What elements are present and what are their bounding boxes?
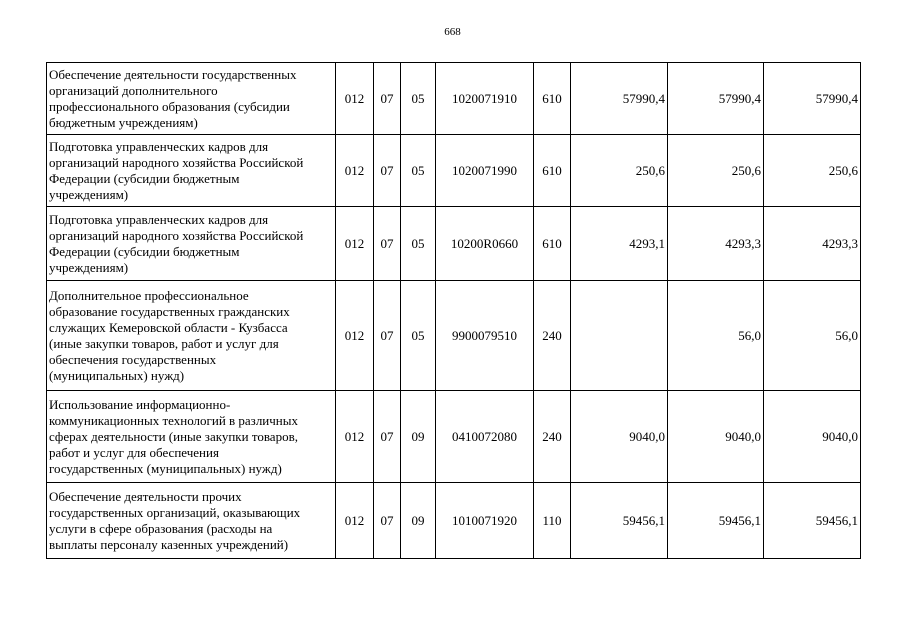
table-row: [47, 483, 861, 559]
expense-type-code: 240: [534, 281, 571, 391]
description-line: Обеспечение деятельности прочих: [49, 488, 242, 504]
description-line: Подготовка управленческих кадров для: [49, 211, 269, 227]
subsection-code: 09: [401, 483, 436, 559]
expense-type-code: 110: [534, 483, 571, 559]
expense-description: [47, 483, 336, 559]
budget-table: [46, 62, 861, 559]
expense-type-code: 610: [534, 207, 571, 281]
description-line: обеспечения государственных: [49, 351, 217, 367]
table-row: [47, 281, 861, 391]
amount-year-1: 59456,1: [571, 483, 668, 559]
subsection-code: 05: [401, 207, 436, 281]
description-line: организаций дополнительного: [49, 82, 218, 98]
description-line: бюджетным учреждениям): [49, 114, 198, 130]
ministry-code: 012: [336, 63, 374, 135]
description-line: организаций народного хозяйства Российской: [49, 154, 304, 170]
expense-type-code: 610: [534, 135, 571, 207]
amount-year-1: 57990,4: [571, 63, 668, 135]
target-article-code: 10200R0660: [436, 207, 534, 281]
section-code: 07: [374, 207, 401, 281]
description-line: Подготовка управленческих кадров для: [49, 138, 269, 154]
description-line: Федерации (субсидии бюджетным: [49, 243, 240, 259]
amount-year-2: 59456,1: [668, 483, 764, 559]
description-line: профессионального образования (субсидии: [49, 98, 290, 114]
target-article-code: 1010071920: [436, 483, 534, 559]
ministry-code: 012: [336, 391, 374, 483]
subsection-code: 05: [401, 63, 436, 135]
amount-year-3: 57990,4: [764, 63, 861, 135]
subsection-code: 05: [401, 281, 436, 391]
expense-description: [47, 391, 336, 483]
table-body: [47, 63, 861, 559]
description-line: служащих Кемеровской области - Кузбасса: [49, 319, 288, 335]
section-code: 07: [374, 135, 401, 207]
description-line: работ и услуг для обеспечения: [49, 444, 219, 460]
description-line: образование государственных гражданских: [49, 303, 290, 319]
expense-description: [47, 135, 336, 207]
description-line: (иные закупки товаров, работ и услуг для: [49, 335, 279, 351]
expense-type-code: 240: [534, 391, 571, 483]
description-line: Использование информационно-: [49, 396, 231, 412]
description-line: организаций народного хозяйства Российской: [49, 227, 304, 243]
ministry-code: 012: [336, 281, 374, 391]
section-code: 07: [374, 281, 401, 391]
amount-year-3: 4293,3: [764, 207, 861, 281]
expense-description: [47, 281, 336, 391]
description-line: государственных организаций, оказывающих: [49, 504, 301, 520]
table-row: [47, 63, 861, 135]
target-article-code: 0410072080: [436, 391, 534, 483]
description-line: (муниципальных) нужд): [49, 367, 185, 383]
table-row: [47, 135, 861, 207]
description-line: Обеспечение деятельности государственных: [49, 66, 297, 82]
description-line: сферах деятельности (иные закупки товаров,: [49, 428, 298, 444]
target-article-code: 1020071990: [436, 135, 534, 207]
section-code: 07: [374, 483, 401, 559]
ministry-code: 012: [336, 135, 374, 207]
section-code: 07: [374, 391, 401, 483]
target-article-code: 1020071910: [436, 63, 534, 135]
amount-year-3: 56,0: [764, 281, 861, 391]
amount-year-2: 4293,3: [668, 207, 764, 281]
description-line: Дополнительное профессиональное: [49, 287, 249, 303]
subsection-code: 09: [401, 391, 436, 483]
table-row: [47, 207, 861, 281]
amount-year-1: [571, 281, 668, 391]
amount-year-1: 9040,0: [571, 391, 668, 483]
target-article-code: 9900079510: [436, 281, 534, 391]
amount-year-3: 9040,0: [764, 391, 861, 483]
subsection-code: 05: [401, 135, 436, 207]
description-line: государственных (муниципальных) нужд): [49, 460, 282, 476]
expense-description: [47, 207, 336, 281]
ministry-code: 012: [336, 483, 374, 559]
description-line: учреждениям): [49, 259, 129, 275]
section-code: 07: [374, 63, 401, 135]
amount-year-3: 250,6: [764, 135, 861, 207]
table-row: [47, 391, 861, 483]
expense-description: [47, 63, 336, 135]
amount-year-2: 9040,0: [668, 391, 764, 483]
amount-year-2: 250,6: [668, 135, 764, 207]
amount-year-3: 59456,1: [764, 483, 861, 559]
description-line: выплаты персоналу казенных учреждений): [49, 536, 289, 552]
ministry-code: 012: [336, 207, 374, 281]
description-line: Федерации (субсидии бюджетным: [49, 170, 240, 186]
amount-year-1: 4293,1: [571, 207, 668, 281]
expense-type-code: 610: [534, 63, 571, 135]
amount-year-2: 56,0: [668, 281, 764, 391]
description-line: услуги в сфере образования (расходы на: [49, 520, 273, 536]
description-line: коммуникационных технологий в различных: [49, 412, 298, 428]
description-line: учреждениям): [49, 186, 129, 202]
page-number: 668: [444, 26, 461, 38]
amount-year-1: 250,6: [571, 135, 668, 207]
amount-year-2: 57990,4: [668, 63, 764, 135]
